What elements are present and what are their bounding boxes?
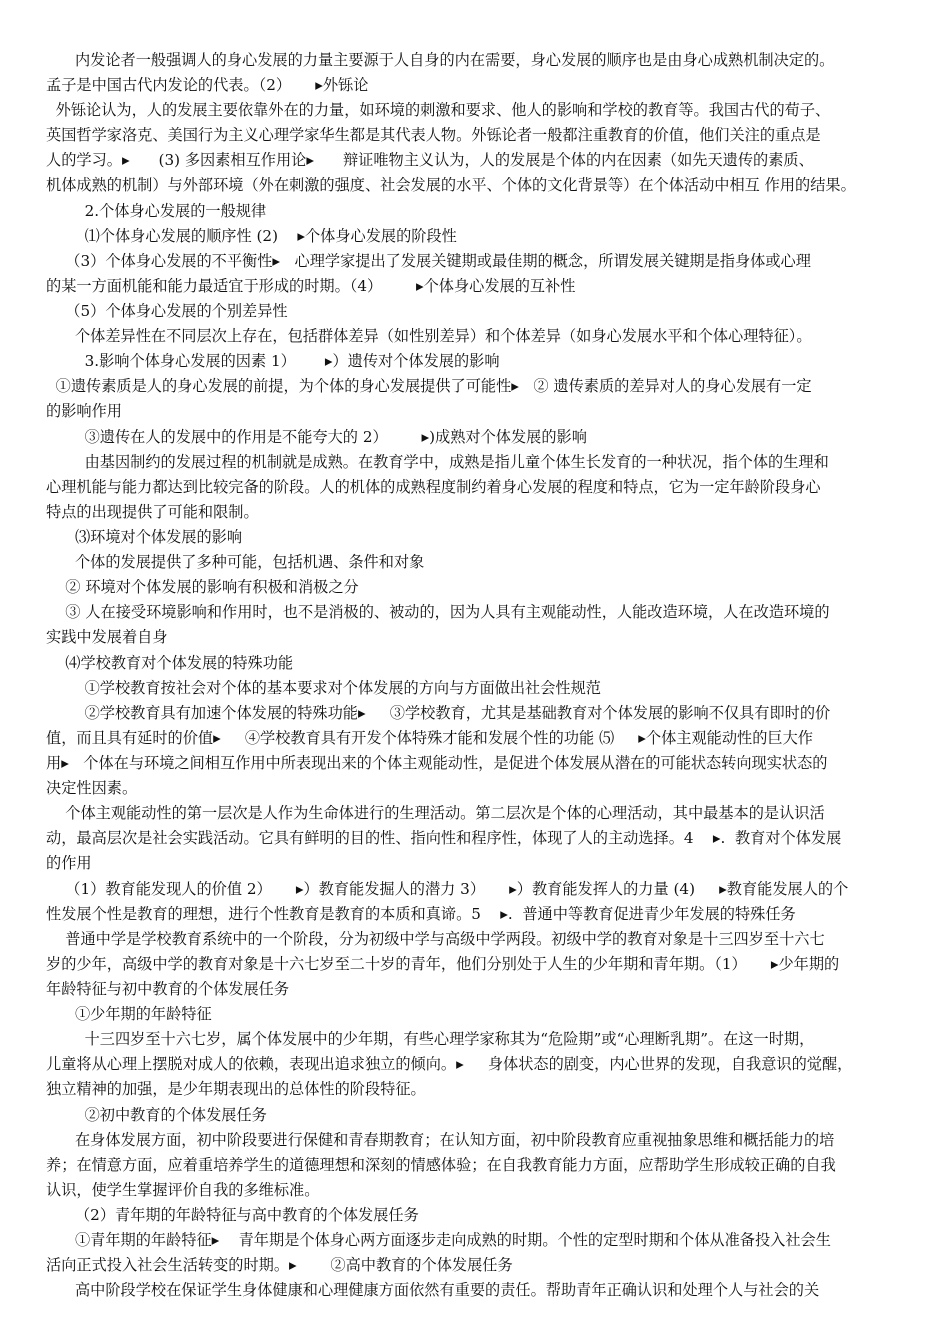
text-line: ② 环境对个体发展的影响有积极和消极之分	[46, 578, 359, 596]
text-line: 孟子是中国古代内发论的代表。（2） ▸外铄论	[46, 76, 369, 94]
text-line: ⑷学校教育对个体发展的特殊功能	[46, 654, 294, 672]
text-line: 特点的出现提供了可能和限制。	[46, 503, 259, 521]
text-line: ③遗传在人的发展中的作用是不能夸大的 2） ▸)成熟对个体发展的影响	[46, 428, 587, 446]
text-line: ③ 人在接受环境影响和作用时，也不是消极的、被动的，因为人具有主观能动性，人能改造环境，人在改造环境的	[46, 603, 830, 621]
text-line: 心理机能与能力都达到比较完备的阶段。人的机体的成熟程度制约着身心发展的程度和特点，它为一定年龄阶段身心	[46, 478, 821, 496]
text-line: 个体主观能动性的第一层次是人作为生命体进行的生理活动。第二层次是个体的心理活动，其中最基本的是认识活	[46, 804, 825, 822]
text-line: ⑶环境对个体发展的影响	[46, 528, 243, 546]
text-line: 认识，使学生掌握评价自我的多维标准。	[46, 1181, 320, 1199]
text-line: （2）青年期的年龄特征与高中教育的个体发展任务	[46, 1206, 419, 1224]
text-line: 的某一方面机能和能力最适宜于形成的时期。（4） ▸个体身心发展的互补性	[46, 277, 576, 295]
text-line: 用▸ 个体在与环境之间相互作用中所表现出来的个体主观能动性，是促进个体发展从潜在的可能状态转向现实状态的	[46, 754, 828, 772]
text-line: 值，而且具有延时的价值▸ ④学校教育具有开发个体特殊才能和发展个性的功能 ⑸ ▸个体主观能动性的巨大作	[46, 729, 813, 747]
text-line: ⑴个体身心发展的顺序性 (2) ▸个体身心发展的阶段性	[46, 227, 457, 245]
text-line: 个体的发展提供了多种可能，包括机遇、条件和对象	[46, 553, 425, 571]
text-line: ①少年期的年龄特征	[46, 1005, 212, 1023]
text-line: 的影响作用	[46, 402, 122, 420]
text-line: 独立精神的加强，是少年期表现出的总体性的阶段特征。	[46, 1080, 426, 1098]
text-line: 实践中发展着自身	[46, 628, 168, 646]
section-heading: 2.个体身心发展的一般规律	[46, 202, 267, 220]
text-line: ①遗传素质是人的身心发展的前提，为个体的身心发展提供了可能性▸ ② 遗传素质的差异对人的身心发展有一定	[46, 377, 812, 395]
text-line: 人的学习。▸ (3) 多因素相互作用论▸ 辩证唯物主义认为，人的发展是个体的内在因素（如先天遗传的素质、	[46, 151, 814, 169]
text-line: （3）个体身心发展的不平衡性▸ 心理学家提出了发展关键期或最佳期的概念，所谓发展关键期是指身体或心理	[46, 252, 811, 270]
text-line: 决定性因素。	[46, 779, 138, 797]
text-line: 由基因制约的发展过程的机制就是成熟。在教育学中，成熟是指儿童个体生长发育的一种状况，指个体的生理和	[46, 453, 829, 471]
text-line: 养；在情意方面，应着重培养学生的道德理想和深刻的情感体验；在自我教育能力方面，应帮助学生形成较正确的自我	[46, 1156, 836, 1174]
text-line: 英国哲学家洛克、美国行为主义心理学家华生都是其代表人物。外铄论者一般都注重教育的价值，他们关注的重点是	[46, 126, 821, 144]
text-line: 年龄特征与初中教育的个体发展任务	[46, 980, 289, 998]
text-line: （5）个体身心发展的个别差异性	[46, 302, 288, 320]
text-line: 内发论者一般强调人的身心发展的力量主要源于人自身的内在需要，身心发展的顺序也是由身心成熟机制决定的。	[46, 51, 835, 69]
text-line: 儿童将从心理上摆脱对成人的依赖，表现出追求独立的倾向。▸ 身体状态的剧变，内心世界的发现，自我意识的觉醒，	[46, 1055, 853, 1073]
text-line: 高中阶段学校在保证学生身体健康和心理健康方面依然有重要的责任。帮助青年正确认识和处理个人与社会的关	[46, 1281, 820, 1299]
text-line: 普通中学是学校教育系统中的一个阶段，分为初级中学与高级中学两段。初级中学的教育对象是十三四岁至十六七	[46, 930, 825, 948]
text-line: 外铄论认为，人的发展主要依靠外在的力量，如环境的刺激和要求、他人的影响和学校的教育等。我国古代的荀子、	[46, 101, 831, 119]
text-line: 活向正式投入社会生活转变的时期。▸ ②高中教育的个体发展任务	[46, 1256, 513, 1274]
text-line: 个体差异性在不同层次上存在，包括群体差异（如性别差异）和个体差异（如身心发展水平和个体心理特征）。	[46, 327, 812, 345]
text-line: ②学校教育具有加速个体发展的特殊功能▸ ③学校教育，尤其是基础教育对个体发展的影响不仅具有即时的价	[46, 704, 831, 722]
text-line: 的作用	[46, 854, 92, 872]
text-line: ②初中教育的个体发展任务	[46, 1106, 267, 1124]
text-line: 岁的少年，高级中学的教育对象是十六七岁至二十岁的青年，他们分别处于人生的少年期和青年期。（1） ▸少年期的	[46, 955, 840, 973]
text-line: 性发展个性是教育的理想，进行个性教育是教育的本质和真谛。5 ▸. 普通中等教育促进青少年发展的特殊任务	[46, 905, 796, 923]
text-line: ①学校教育按社会对个体的基本要求对个体发展的方向与方面做出社会性规范	[46, 679, 601, 697]
text-line: 十三四岁至十六七岁，属个体发展中的少年期，有些心理学家称其为“危险期”或“心理断乳期”。在这一时期，	[46, 1030, 815, 1048]
text-line: （1）教育能发现人的价值 2） ▸）教育能发掘人的潜力 3） ▸）教育能发挥人的力量 (4) ▸教育能发展人的个	[46, 880, 849, 898]
text-line: ①青年期的年龄特征▸ 青年期是个体身心两方面逐步走向成熟的时期。个性的定型时期和个体从准备投入社会生	[46, 1231, 831, 1249]
text-line: 在身体发展方面，初中阶段要进行保健和青春期教育；在认知方面，初中阶段教育应重视抽象思维和概括能力的培	[46, 1131, 835, 1149]
text-line: 机体成熟的机制）与外部环境（外在刺激的强度、社会发展的水平、个体的文化背景等）在个体活动中相互 作用的结果。	[46, 176, 856, 194]
text-line: 动，最高层次是社会实践活动。它具有鲜明的目的性、指向性和程序性，体现了人的主动选择。4 ▸. 教育对个体发展	[46, 829, 842, 847]
section-heading: 3.影响个体身心发展的因素 1） ▸）遗传对个体发展的影响	[46, 352, 500, 370]
